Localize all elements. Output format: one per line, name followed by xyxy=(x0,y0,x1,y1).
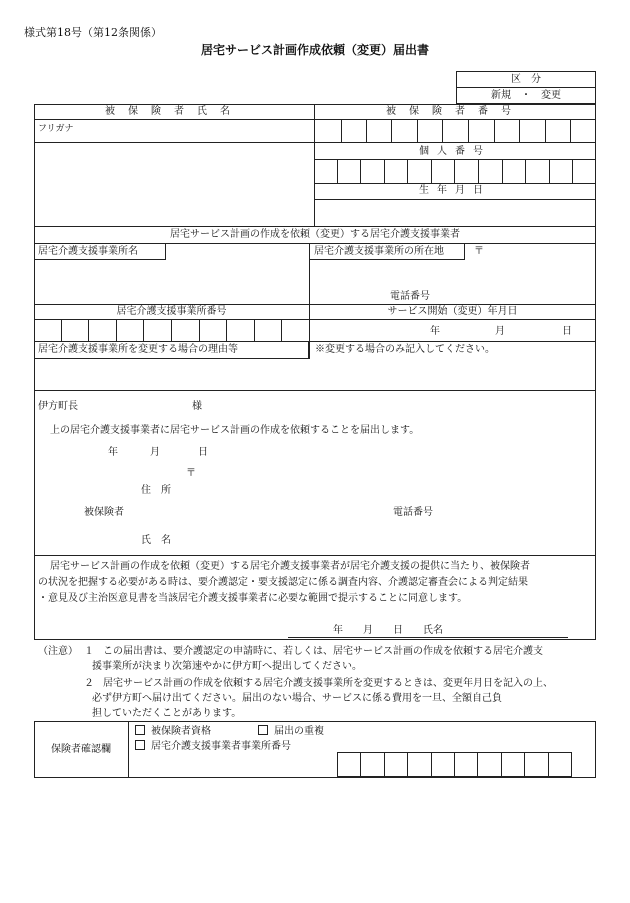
office-postal-mark: 〒 xyxy=(474,246,484,257)
change-note: ※変更する場合のみ記入してください。 xyxy=(315,344,495,355)
category-label: 区 分 xyxy=(511,74,541,85)
insured-name-header: 被保険者氏名 xyxy=(105,106,243,117)
checkbox-icon[interactable] xyxy=(135,740,145,750)
office-number-cells[interactable] xyxy=(34,319,309,341)
office-number-label: 居宅介護支援事業所番号 xyxy=(116,306,227,317)
furigana-label: フリガナ xyxy=(38,124,74,134)
office-address-label: 居宅介護支援事業所の所在地 xyxy=(314,246,444,257)
office-name-field[interactable] xyxy=(38,262,306,302)
note1-line2: 援事業所が決まり次第速やかに伊方町へ提出してください。 xyxy=(92,661,362,672)
personal-number-header: 個人番号 xyxy=(419,146,491,157)
check-insured-qualification[interactable]: 被保険者資格 xyxy=(135,725,211,737)
start-month-label: 月 xyxy=(495,326,505,337)
insured-label: 被保険者 xyxy=(84,507,124,518)
start-day-label: 日 xyxy=(562,326,572,337)
note1-number: １ xyxy=(84,646,94,657)
insurer-office-number-cells[interactable] xyxy=(337,752,572,777)
birthdate-field[interactable] xyxy=(318,201,592,225)
note2-line3: 担していただくことがあります。 xyxy=(92,708,242,719)
consent-line3: ・意見及び主治医意見書を当該居宅介護支援事業者に必要な範囲で提示することに同意します。 xyxy=(38,593,468,604)
insured-name-field[interactable] xyxy=(40,145,310,225)
office-address-field[interactable] xyxy=(314,262,592,288)
note2-number: ２ xyxy=(84,678,94,689)
note2-line1: 居宅サービス計画の作成を依頼する居宅介護支援事業所を変更するときは、変更年月日を記入の上、 xyxy=(103,678,553,689)
declaration-day: 日 xyxy=(198,447,208,458)
signature-line[interactable] xyxy=(288,637,568,638)
form-title: 居宅サービス計画作成依頼（変更）届出書 xyxy=(200,43,429,57)
consent-line2: の状況を把握する必要がある時は、要介護認定・要支援認定に係る調査内容、介護認定審査会による判定結果 xyxy=(38,577,528,588)
honorific: 様 xyxy=(192,401,202,412)
provider-section-title: 居宅サービス計画の作成を依頼（変更）する居宅介護支援事業者 xyxy=(170,229,460,240)
address-label: 住 所 xyxy=(141,485,171,496)
service-start-label: サービス開始（変更）年月日 xyxy=(387,306,518,317)
declaration-year: 年 xyxy=(108,447,118,458)
checkbox-icon[interactable] xyxy=(135,725,145,735)
change-reason-label: 居宅介護支援事業所を変更する場合の理由等 xyxy=(38,344,238,355)
office-phone-label: 電話番号 xyxy=(390,291,430,302)
form-number: 様式第18号（第12条関係） xyxy=(24,26,162,39)
name-label: 氏 名 xyxy=(141,535,171,546)
notes-label: （注意） xyxy=(38,646,78,657)
declaration-phone-label: 電話番号 xyxy=(393,507,433,518)
insured-number-cells[interactable] xyxy=(341,119,596,142)
declaration-statement: 上の居宅介護支援事業者に居宅サービス計画の作成を依頼することを届出します。 xyxy=(50,425,420,436)
consent-signature: 年 月 日 氏名 xyxy=(333,625,443,636)
check-duplicate-notice[interactable]: 届出の重複 xyxy=(258,725,324,737)
checkbox-icon[interactable] xyxy=(258,725,268,735)
insured-number-header: 被保険者番号 xyxy=(386,106,524,117)
personal-number-cells[interactable] xyxy=(314,159,596,183)
note2-line2: 必ず伊方町へ届け出てください。届出のない場合、サービスに係る費用を一旦、全額自己負 xyxy=(92,693,502,704)
check-office-number[interactable]: 居宅介護支援事業者事業所番号 xyxy=(135,740,291,752)
insurer-check-label: 保険者確認欄 xyxy=(51,744,111,755)
office-name-label: 居宅介護支援事業所名 xyxy=(38,246,138,257)
declaration-month: 月 xyxy=(150,447,160,458)
declaration-section xyxy=(34,390,596,556)
addressee: 伊方町長 xyxy=(38,401,78,412)
note1-line1: この届出書は、要介護認定の申請時に、若しくは、居宅サービス計画の作成を依頼する居宅介護支 xyxy=(103,646,543,657)
declaration-postal-mark: 〒 xyxy=(186,468,196,479)
consent-line1: 居宅サービス計画の作成を依頼（変更）する居宅介護支援事業者が居宅介護支援の提供に当たり、被保険者 xyxy=(50,561,530,572)
category-value[interactable]: 新規 ・ 変更 xyxy=(491,90,561,101)
birthdate-header: 生年月日 xyxy=(419,185,491,196)
start-year-label: 年 xyxy=(430,326,440,337)
change-reason-field[interactable] xyxy=(38,361,592,389)
